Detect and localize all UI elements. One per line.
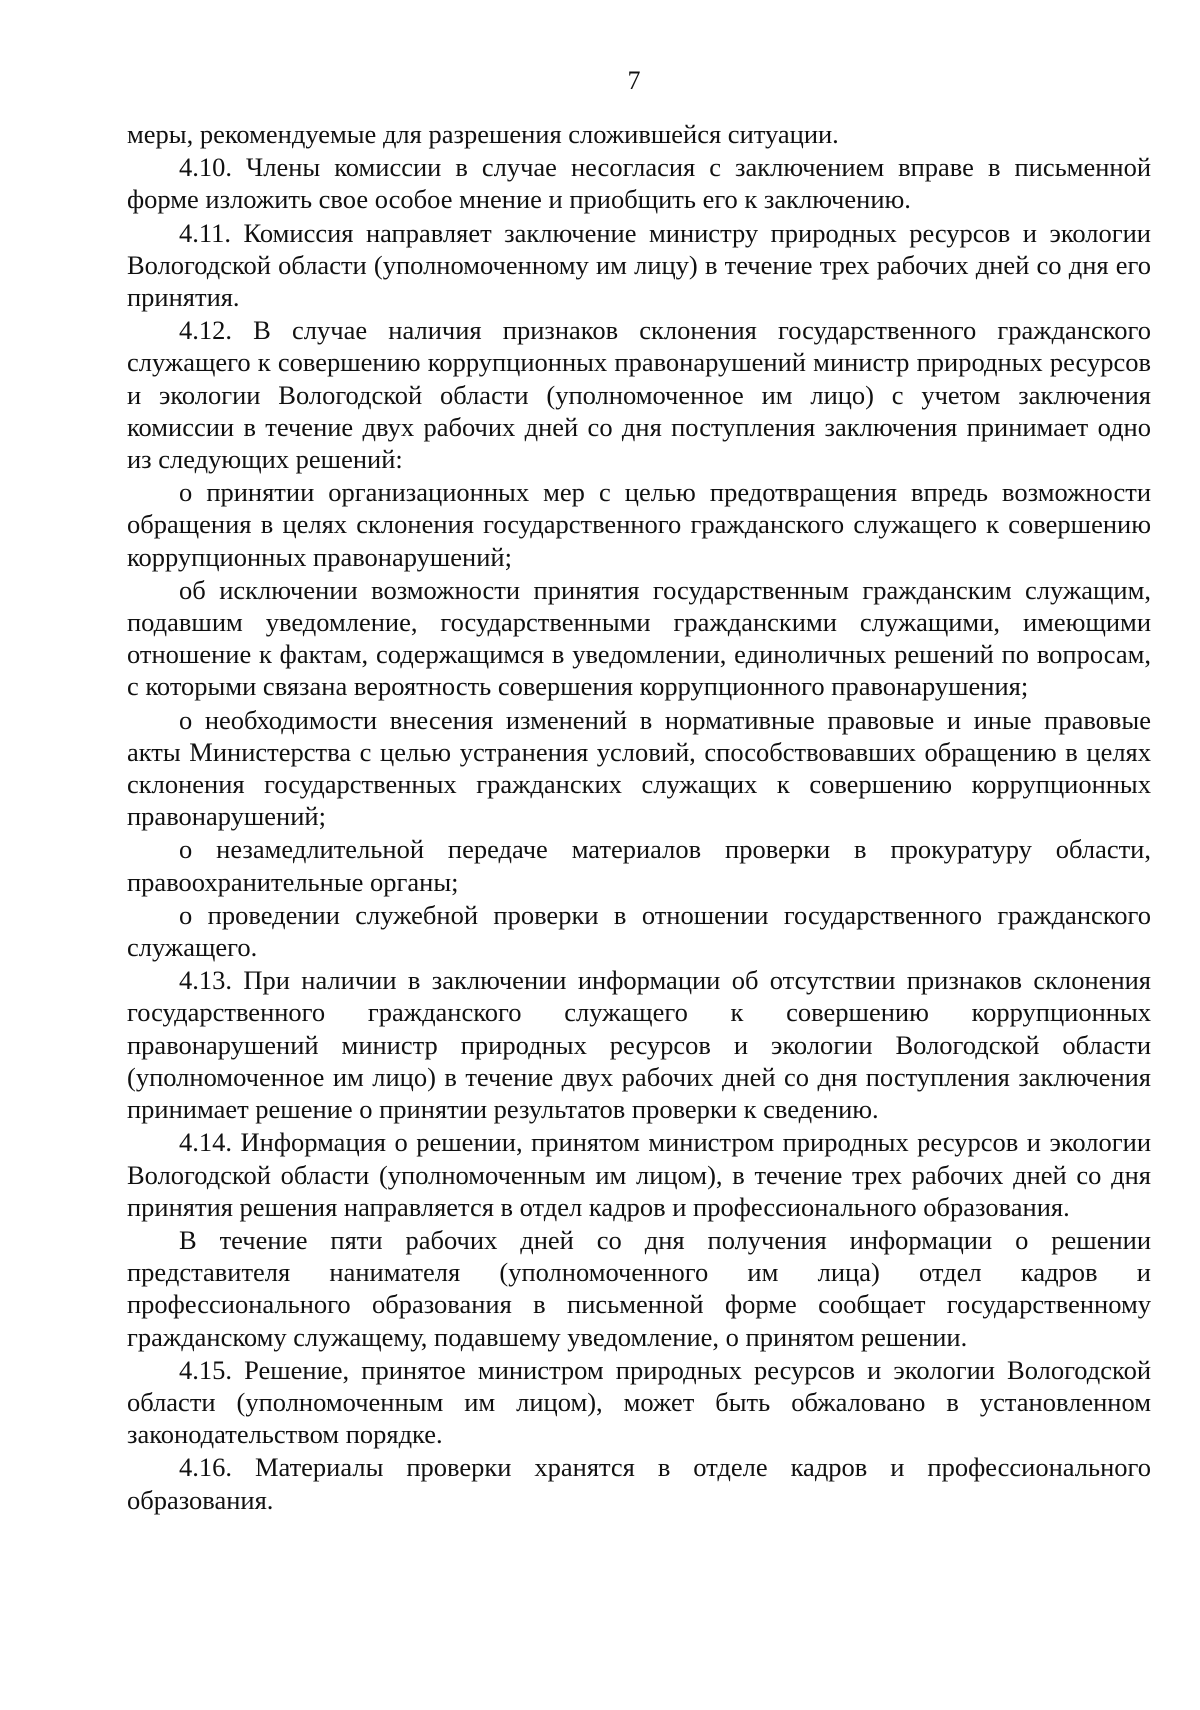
- paragraph-4-12-option-3: о необходимости внесения изменений в нормативные правовые и иные правовые акты Министерства с целью устранения условий, способствовавших обращению в целях склонения государственных гражданских служащих к совершению коррупционных правонарушений;: [127, 704, 1151, 832]
- paragraph-4-14-notification: В течение пяти рабочих дней со дня получения информации о решении представителя нанимателя (уполномоченного им лица) отдел кадров и профессионального образования в письменной форме сообщает государственному гражданскому служащему, подавшему уведомление, о принятом решении.: [127, 1224, 1151, 1352]
- paragraph-4-12-option-2: об исключении возможности принятия государственным гражданским служащим, подавшим уведомление, государственными гражданскими служащими, имеющими отношение к фактам, содержащимся в уведомлении, единоличных решений по вопросам, с которыми связана вероятность совершения коррупционного правонарушения;: [127, 574, 1151, 702]
- paragraph-4-12-option-4: о незамедлительной передаче материалов проверки в прокуратуру области, правоохранительные органы;: [127, 834, 1151, 897]
- paragraph-4-16: 4.16. Материалы проверки хранятся в отделе кадров и профессионального образования.: [127, 1452, 1151, 1515]
- paragraph-4-12-option-5: о проведении служебной проверки в отношении государственного гражданского служащего.: [127, 899, 1151, 963]
- paragraph-4-13: 4.13. При наличии в заключении информации об отсутствии признаков склонения государственного гражданского служащего к совершению коррупционных правонарушений министр природных ресурсов и экологии Вологодской области (уполномоченное им лицо) в течение двух рабочих дней со дня поступления заключения принимает решение о принятии результатов проверки к сведению.: [127, 965, 1151, 1125]
- paragraph-4-14: 4.14. Информация о решении, принятом министром природных ресурсов и экологии Вологодской области (уполномоченным им лицом), в течение трех рабочих дней со дня принятия решения направляется в отдел кадров и профессионального образования.: [127, 1127, 1151, 1222]
- document-body: [127, 118, 1151, 1517]
- paragraph-4-15: 4.15. Решение, принятое министром природных ресурсов и экологии Вологодской области (уполномоченным им лицом), может быть обжаловано в установленном законодательством порядке.: [127, 1354, 1151, 1450]
- paragraph-4-12-option-1: о принятии организационных мер с целью предотвращения впредь возможности обращения в целях склонения государственного гражданского служащего к совершению коррупционных правонарушений;: [127, 477, 1151, 572]
- paragraph-continuation: меры, рекомендуемые для разрешения сложившейся ситуации.: [127, 119, 839, 149]
- paragraph-4-10: 4.10. Члены комиссии в случае несогласия с заключением вправе в письменной форме изложить свое особое мнение и приобщить его к заключению.: [127, 152, 1151, 215]
- paragraph-4-11: 4.11. Комиссия направляет заключение министру природных ресурсов и экологии Вологодской области (уполномоченному им лицу) в течение трех рабочих дней со дня его принятия.: [127, 217, 1151, 313]
- paragraph-4-12: 4.12. В случае наличия признаков склонения государственного гражданского служащего к совершению коррупционных правонарушений министр природных ресурсов и экологии Вологодской области (уполномоченное им лицо) с учетом заключения комиссии в течение двух рабочих дней со дня поступления заключения принимает одно из следующих решений:: [127, 315, 1151, 475]
- page-number: 7: [627, 66, 641, 95]
